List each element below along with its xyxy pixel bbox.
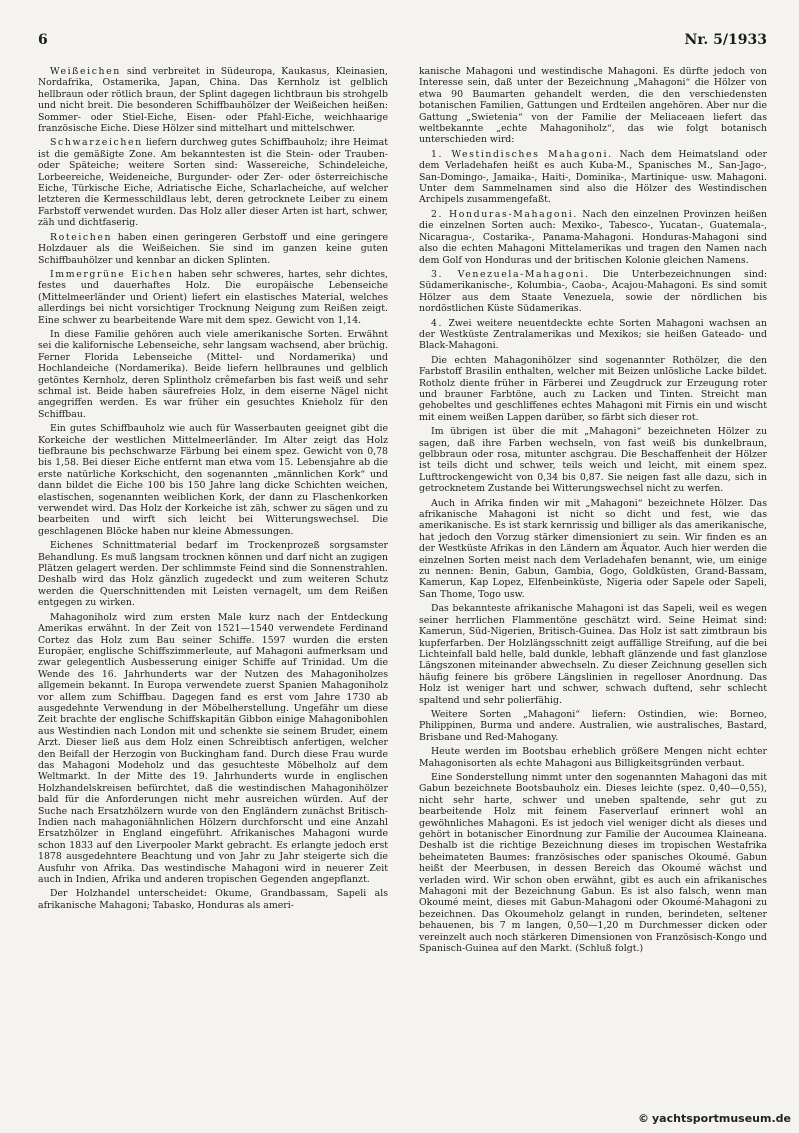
watermark[interactable] [638,1112,791,1125]
paragraph [419,66,767,146]
paragraph-text: Nach dem Heimatsland oder dem Verladehafen heißt es auch Kuba-M., Spanisches M., San-Jago-, San-Domingo-, Jamaika-, Haiti-, Dominika-, Martinique- usw. Mahagoni. Unter dem Sammelnamen sind also die Hölzer des Westindischen Archipels zusammengefaßt. [419,148,767,206]
paragraph [419,269,767,315]
paragraph [419,746,767,769]
paragraph-text: liefern durchweg gutes Schiffbauholz; ihre Heimat ist die gemäßigte Zone. Am bekanntesten ist die Stein- oder Trauben- oder Späteiche; weitere Sorten sind: Wassereiche, Schindeleiche, Lorbeereiche, Weideneiche, Burgunder- oder Zer- oder österreichische Eiche, Türkische Eiche, Adriatische Eiche, Scharlacheiche, auf welcher letzteren die Kermesschildlaus lebt, deren getrocknete Leiber zu einem Farbstoff verwendet wurden. Das Holz aller dieser Arten ist hart, schwer, zäh und dichtfaserig. [38,137,388,229]
paragraph-text: Mahagoniholz wird zum ersten Male kurz nach der Entdeckung Amerikas erwähnt. In der Zeit von 1521—1540 verwendete Ferdinand Cortez das Holz zum Bau seiner Schiffe. 1597 wurden die ersten Europäer, englische Schiffszimmerleute, auf Mahagoni aufmerksam und zwar gelegentlich Ausbesserung einiger Schiffe auf Trinidad. Um die Wende des 16. Jahrhunderts war der Nutzen des Mahagoniholzes allgemein bekannt. In Europa verwendete zuerst Spanien Mahagoniholz vor allem zum Schiffbau. Dagegen fand es erst vom Jahre 1730 ab ausgedehnte Verwendung in der Möbelherstellung. Ungefähr um diese Zeit brachte der englische Schiffskapitän Gibbon einige Mahagonibohlen aus Westindien nach London mit und schenkte sie seinem Bruder, einem Arzt. Dieser ließ aus dem Holz einen Schreibtisch anfertigen, welcher den Beifall der Herzogin von Buckingham fand. Durch diese Frau wurde das Mahagoni Modeholz und das gesuchteste Möbelholz auf dem Weltmarkt. In der Mitte des 19. Jahrhunderts wurde in englischen Holzhandelskreisen befürchtet, daß die westindischen Mahagonihölzer bald für die Anforderungen nicht mehr ausreichen würden. Auf der Suche nach Ersatzhölzern wurde von den Engländern zunächst Britisch-Indien nach mahagoniähnlichen Hölzern durchforscht und eine Anzahl Ersatzhölzer in England eingeführt. Afrikanisches Mahagoni wurde schon 1833 auf den Liverpooler Markt gebracht. Es erlangte jedoch erst 1878 ausgedehntere Beachtung und von Jahr zu Jahr steigerte sich die Ausfuhr von Afrika. Das westindische Mahagoni wird in neuerer Zeit auch in Indien, Afrika und anderen tropischen Gegenden angepflanzt. [38,611,388,886]
paragraph-text: Eine Sonderstellung nimmt unter den sogenannten Mahagoni das mit Gabun bezeichnete Bootsbauholz ein. Dieses leichte (spez. 0,40—0,55), nicht sehr harte, schwer und uneben spaltende, sehr gut zu bearbeitende Holz mit feinem Faserverlauf erinnert wohl an gewöhnliches Mahagoni. Es ist jedoch viel weniger dicht als dieses und gehört in botanischer Einordnung zur Familie der Aucoumea Klaineana. Deshalb ist die richtige Bezeichnung dieses im tropischen Westafrika beheimateten Baumes: französisches oder spanisches Okoumé. Gabun heißt der Meerbusen, in dessen Bereich das Okoumé wächst und verladen wird. Wir schon oben erwähnt, gibt es auch ein afrikanisches Mahagoni mit der Bezeichnung Gabun. Es ist also falsch, wenn man Okoumé meint, dieses mit Gabun-Mahagoni oder Okoumé-Mahagoni zu bezeichnen. Das Okoumeholz gelangt in runden, berindeten, seltener behauenen, bis 7 m langen, 0,50—1,20 m Durchmesser dicken oder vereinzelt auch noch stärkeren Dimensionen von Französisch-Kongo und Spanisch-Guinea auf den Markt. (Schluß folgt.) [419,771,767,955]
paragraph-text: haben einen geringeren Gerbstoff und eine geringere Holzdauer als die Weißeichen. Sie sind im ganzen keine guten Schiffbauhölzer und kennbar an dicken Splinten. [38,231,388,266]
paragraph [38,137,388,228]
right-column [419,66,767,957]
paragraph-lead: Schwarzeichen [50,137,143,149]
paragraph-text: In diese Familie gehören auch viele amerikanische Sorten. Erwähnt sei die kalifornische Lebenseiche, sehr langsam wachsend, aber brüchig. Ferner Florida Lebenseiche (Mittel- und Nordamerika) und Hochlandeiche (Nordamerika). Beide liefern hellbraunes und gelblich getöntes Kernholz, deren Splintholz crêmefarben bis fast weiß und sehr schmal ist. Beide haben säurefreies Holz, in dem eiserne Nägel nicht angegriffen werden. Es war früher ein gesuchtes Knieholz für den Schiffbau. [38,328,388,420]
paragraph [38,888,388,911]
paragraph [419,603,767,706]
paragraph [38,612,388,886]
paragraph-lead: Immergrüne Eichen [50,268,174,280]
left-column [38,66,388,914]
paragraph-lead: 1. Westindisches Mahagoni. [431,148,613,160]
paragraph-text: haben sehr schweres, hartes, sehr dichtes, festes und dauerhaftes Holz. Die europäische Lebenseiche (Mittelmeerländer und Orient) liefert ein elastisches Material, welches allerdings bei nicht vorsichtiger Trocknung Neigung zum Reißen zeigt. Eine schwer zu bearbeitende Ware mit dem spez. Gewicht von 1,14. [38,268,388,326]
paragraph [38,329,388,420]
paragraph-text: Nach den einzelnen Provinzen heißen die einzelnen Sorten auch: Mexiko-, Tabesco-, Yucatan-, Guatemala-, Nicaragua-, Costarika-, Panama-Mahagoni. Honduras-Mahagoni sind also die echten Mahagoni Mittelamerikas und tragen den Namen nach dem Golf von Honduras und der britischen Kolonie gleichen Namens. [419,208,767,266]
paragraph-text: Die echten Mahagonihölzer sind sogenannter Rothölzer, die den Farbstoff Brasilin enthalten, welcher mit Beizen unlösliche Lacke bildet. Rotholz diente früher in Färberei und Zeugdruck zur Erzeugung roter und brauner Farbtöne, auch zu Lacken und Tinten. Streicht man gehobeltes und geschliffenes echtes Mahagoni mit Firnis ein und wischt mit einem weißen Lappen darüber, so färbt sich dieser rot. [419,354,767,423]
paragraph [419,355,767,423]
paragraph-text: Das bekannteste afrikanische Mahagoni ist das Sapeli, weil es wegen seiner herrlichen Flammentöne geschätzt wird. Seine Heimat sind: Kamerun, Süd-Nigerien, Britisch-Guinea. Das Holz ist satt zimtbraun bis kupferfarben. Der Holzlängsschnitt zeigt auffällige Streifung, auf die bei Lichteinfall bald helle, bald dunkle, lebhaft glänzende und fast glanzlose Längszonen miteinander abwechseln. Zu dieser Zeichnung gesellen sich häufig feinere bis gröbere Längslinien in regelloser Anordnung. Das Holz ist weniger hart und schwer, schwach duftend, sehr schlecht spaltend und sehr polierfähig. [419,603,767,706]
paragraph [38,232,388,266]
paragraph [419,498,767,601]
paragraph-text: Weitere Sorten „Mahagoni“ liefern: Ostindien, wie: Borneo, Philippinen, Burma und andere. Australien, wie australisches, Bastard, Brisbane und Red-Mahogany. [419,708,767,743]
paragraph-lead: 2. Honduras-Mahagoni. [431,208,578,220]
paragraph-text: Der Holzhandel unterscheidet: Okume, Grandbassam, Sapeli als afrikanische Mahagoni; Tabasko, Honduras als ameri- [38,888,388,911]
paragraph-text: Eichenes Schnittmaterial bedarf im Trockenprozeß sorgsamster Behandlung. Es muß langsam trocknen können und darf nicht an zugigen Plätzen gelagert werden. Der schlimmste Feind sind die Sonnenstrahlen. Deshalb wird das Holz gänzlich zugedeckt und zum weiteren Schutz werden die Querschnittenden mit Leisten vernagelt, um dem Reißen entgegen zu wirken. [38,540,388,609]
paragraph-text: Ein gutes Schiffbauholz wie auch für Wasserbauten geeignet gibt die Korkeiche der westlichen Mittelmeerländer. Im Alter zeigt das Holz tiefbraune bis pechschwarze Färbung bei einem spez. Gewicht von 0,78 bis 1,58. Bei dieser Eiche entfernt man etwa vom 15. Lebensjahre ab die erste natürliche Korkschicht, den sogenannten „männlichen Kork“ und dann bildet die Eiche 100 bis 150 Jahre lang dicke Schichten weichen, elastischen, sogenannten weiblichen Kork, der dann zu Flaschenkorken verwendet wird. Das Holz der Korkeiche ist zäh, schwer zu sägen und zu bearbeiten und wirft sich leicht bei Witterungswechsel. Die geschlagenen Blöcke haben nur kleine Abmessungen. [38,423,388,537]
paragraph [419,149,767,206]
paragraph-text: kanische Mahagoni und westindische Mahagoni. Es dürfte jedoch von Interesse sein, daß unter der Bezeichnung „Mahagoni“ die Hölzer von etwa 90 Baumarten gehandelt werden, die den verschiedensten botanischen Familien, Gattungen und Erdteilen angehören. Aber nur die Gattung „Swietenia“ von der Familie der Meliaceaen liefert das weltbekannte „echte Mahagoniholz“, das wie folgt botanisch unterschieden wird: [419,66,767,146]
paragraph-text: Zwei weitere neuentdeckte echte Sorten Mahagoni wachsen an der Westküste Zentralamerikas und Mexikos; sie heißen Gateado- und Black-Mahagoni. [419,317,767,352]
paragraph-lead: Roteichen [50,231,113,243]
watermark-text: yachtsportmuseum.de [652,1112,791,1125]
paragraph [419,209,767,266]
paragraph-lead: 4. [431,317,444,329]
paragraph [419,709,767,743]
copyright-icon: © [638,1112,650,1125]
paragraph [419,772,767,955]
paragraph [38,269,388,326]
paragraph [38,66,388,134]
paragraph-text: Heute werden im Bootsbau erheblich größere Mengen nicht echter Mahagonisorten als echte Mahagoni aus Billigkeitsgründen verbaut. [419,746,767,769]
paragraph-text: Auch in Afrika finden wir mit „Mahagoni“ bezeichnete Hölzer. Das afrikanische Mahagoni ist nicht so dicht und fest, wie das amerikanische. Es ist stark kernrissig und billiger als das amerikanische, hat jedoch den Vorzug stärker dimensioniert zu sein. Wir finden es an der Westküste Afrikas in den Ländern am Äquator. Auch hier werden die einzelnen Sorten meist nach dem Verladehafen benannt, wie, um einige zu nennen: Benin, Gabun, Gambia, Gogo, Goldküsten, Grand-Bassam, Kamerun, Kap Lopez, Elfenbeinküste, Nigeria oder Sapele oder Sapeli, San Thome, Togo usw. [419,497,767,600]
paragraph-text: sind verbreitet in Südeuropa, Kaukasus, Kleinasien, Nordafrika, Ostamerika, Japan, China. Das Kernholz ist gelblich hellbraun oder rötlich braun, der Splint dagegen lichtbraun bis strohgelb und nicht breit. Die besonderen Schiffbauhölzer der Weißeichen heißen: Sommer- oder Stiel-Eiche, Eisen- oder Pfahl-Eiche, weichhaarige französische Eiche. Diese Hölzer sind mittelhart und mittelschwer. [38,66,388,135]
issue-number: Nr. 5/1933 [684,32,767,48]
paragraph-lead: 3. Venezuela-Mahagoni. [431,268,590,280]
paragraph-text: Im übrigen ist über die mit „Mahagoni“ bezeichneten Hölzer zu sagen, daß ihre Farben wechseln, von fast weiß bis dunkelbraun, gelbbraun oder rosa, mitunter aschgrau. Die Beschaffenheit der Hölzer ist teils dicht und schwer, teils weich und leicht, mit einem spez. Lufttrockengewicht von 0,34 bis 0,87. Sie neigen fast alle dazu, sich in getrocknetem Zustande bei Witterungswechsel nicht zu werfen. [419,426,767,495]
paragraph [38,540,388,608]
paragraph [419,318,767,352]
paragraph-lead: Weißeichen [50,66,121,77]
paragraph [419,426,767,494]
paragraph-text: Die Unterbezeichnungen sind: Südamerikanische-, Kolumbia-, Caoba-, Acajou-Mahagoni. Es sind somit Hölzer aus dem Staate Venezuela, sowie der nördlichen bis nordöstlichen Küste Südamerikas. [419,268,767,315]
paragraph [38,423,388,537]
page-number: 6 [38,32,48,48]
